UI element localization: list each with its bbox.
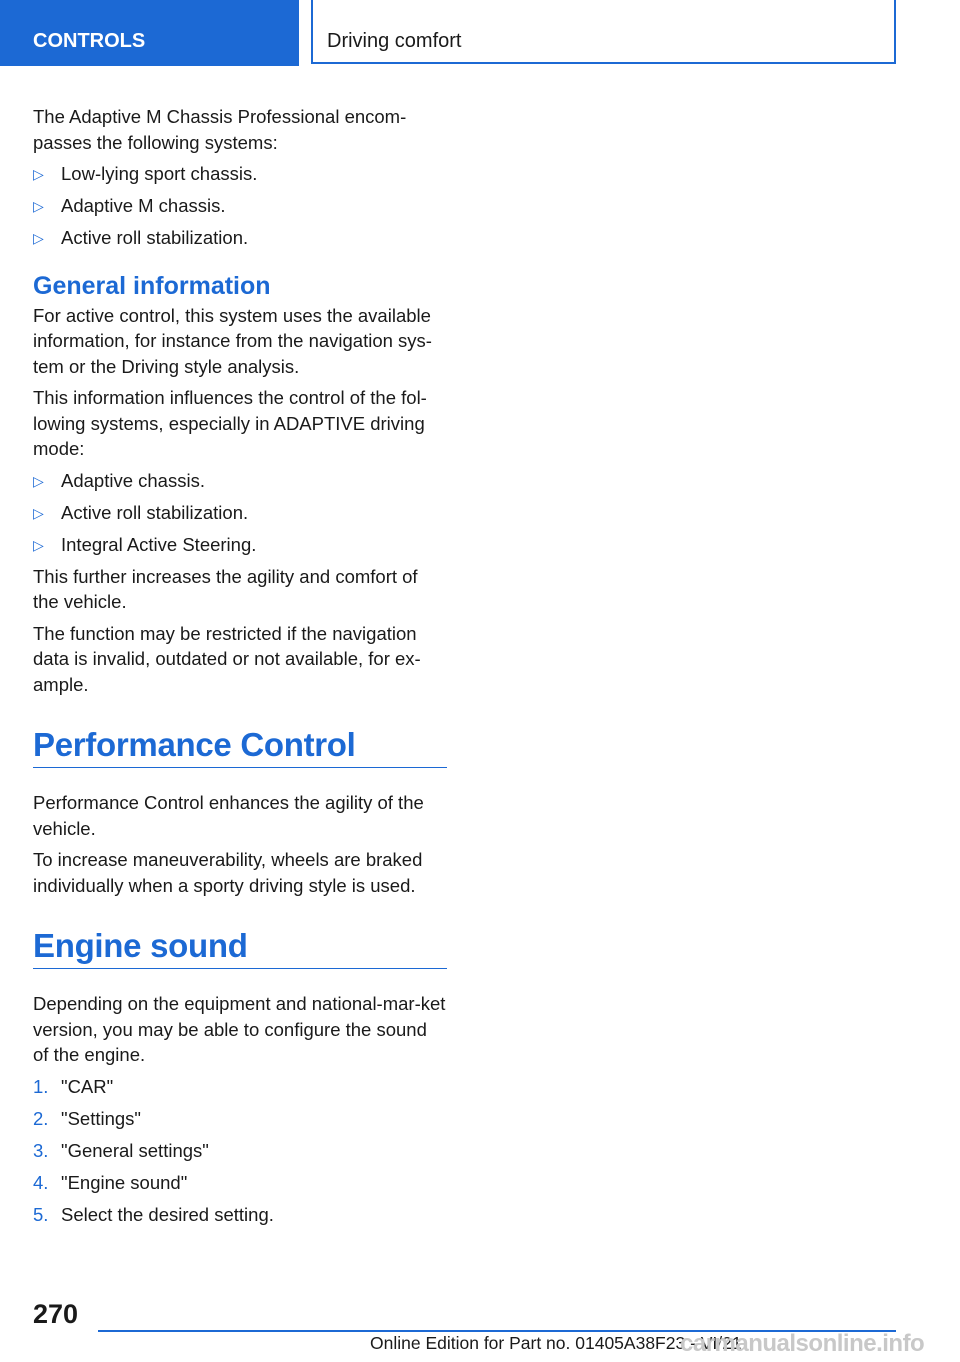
triangle-bullet-icon: ▷ (33, 198, 44, 214)
paragraph: Depending on the equipment and national-mar-ket version, you may be able to configure the sound of the engine. (33, 993, 446, 1065)
paragraph: To increase maneuverability, wheels are braked individually when a sporty driving style is used. (33, 849, 423, 896)
list-item: ▷ Adaptive M chassis. (33, 193, 447, 219)
page-header (0, 0, 960, 66)
list-item: ▷ Integral Active Steering. (33, 532, 447, 558)
step-item: 4. "Engine sound" (33, 1170, 447, 1196)
step-item: 2. "Settings" (33, 1106, 447, 1132)
steps-list (33, 1074, 447, 1228)
list-item: ▷ Active roll stabilization. (33, 500, 447, 526)
systems-list (33, 468, 447, 558)
step-number: 4. (33, 1171, 49, 1193)
engine-sound-heading: Engine sound (33, 926, 447, 969)
list-item: ▷ Low-lying sport chassis. (33, 161, 447, 187)
edition-text: Online Edition for Part no. 01405A38F23 - VI/21 (370, 1333, 742, 1353)
chapter-title: Driving comfort (311, 0, 896, 64)
list-item: ▷ Active roll stabilization. (33, 225, 447, 251)
list-item: ▷ Adaptive chassis. (33, 468, 447, 494)
step-number: 2. (33, 1107, 49, 1129)
triangle-bullet-icon: ▷ (33, 166, 44, 182)
paragraph: This further increases the agility and comfort of the vehicle. (33, 565, 418, 612)
triangle-bullet-icon: ▷ (33, 230, 44, 246)
main-content (33, 104, 447, 1234)
triangle-bullet-icon: ▷ (33, 504, 44, 521)
intro-paragraph: The Adaptive M Chassis Professional encom-passes the following systems: (33, 106, 407, 153)
paragraph: This information influences the control of the fol-lowing systems, especially in ADAPTIVE driving mode: (33, 387, 427, 459)
section-label: CONTROLS (0, 0, 299, 66)
paragraph: Performance Control enhances the agility of the vehicle. (33, 792, 424, 839)
paragraph: The function may be restricted if the navigation data is invalid, outdated or not available, for ex-ample. (33, 622, 421, 695)
triangle-bullet-icon: ▷ (33, 536, 44, 553)
paragraph: For active control, this system uses the available information, for instance from the navigation sys-tem or the Driving style analysis. (33, 304, 432, 377)
step-number: 1. (33, 1075, 49, 1097)
step-number: 5. (33, 1203, 49, 1225)
page-number: 270 (33, 1299, 79, 1329)
step-item: 1. "CAR" (33, 1074, 447, 1100)
general-info-heading: General information (33, 271, 271, 300)
performance-control-heading: Performance Control (33, 725, 447, 768)
intro-list (33, 161, 447, 251)
step-number: 3. (33, 1139, 49, 1161)
triangle-bullet-icon: ▷ (33, 472, 44, 489)
watermark: carmanualsonline.info (680, 1330, 925, 1357)
step-item: 3. "General settings" (33, 1138, 447, 1164)
step-item: 5. Select the desired setting. (33, 1202, 447, 1228)
